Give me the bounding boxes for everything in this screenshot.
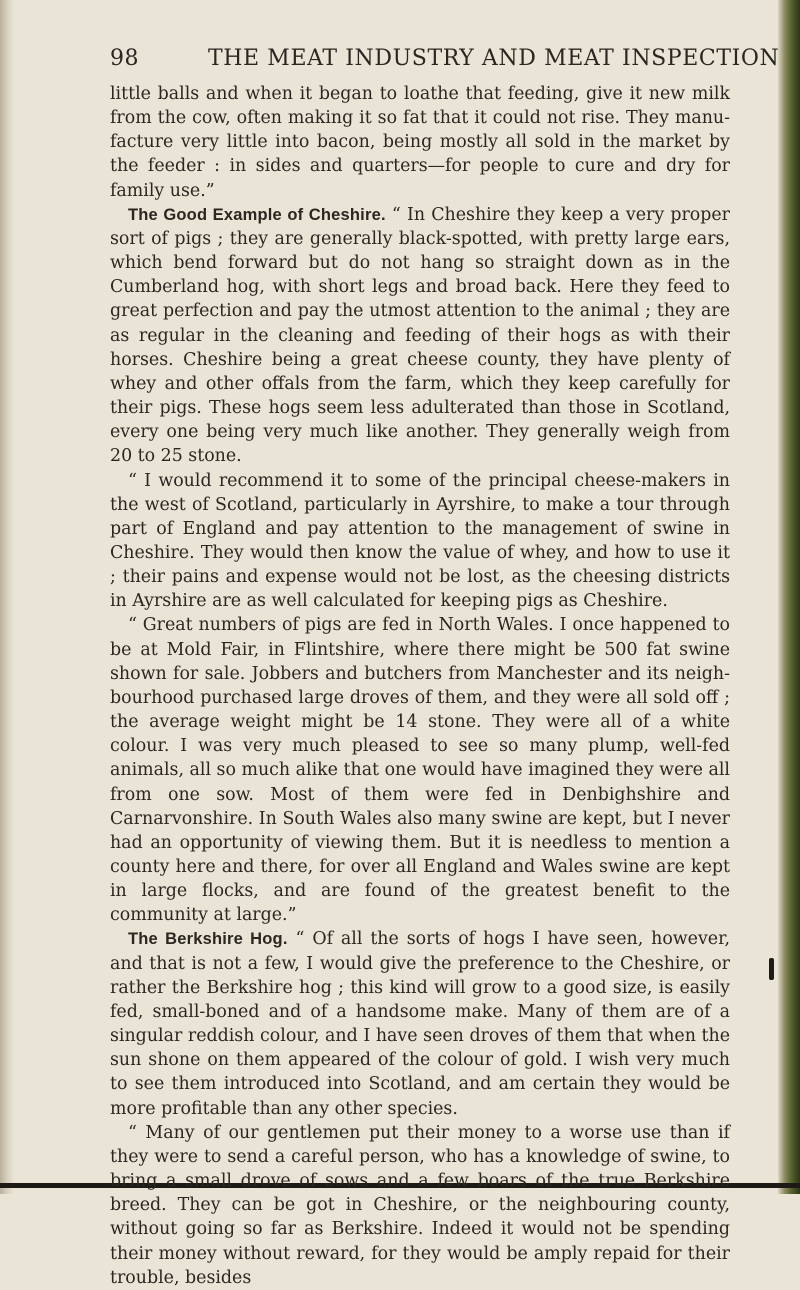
margin-mark: [769, 958, 774, 980]
book-page: [110, 46, 780, 1290]
paragraph-continued: [110, 82, 730, 203]
paragraph-berkshire: [110, 927, 730, 1120]
paragraph-gentlemen: [110, 1121, 730, 1290]
binding-shadow: [0, 0, 14, 1194]
paragraph-text: “ Many of our gentlemen put their money to a worse use than if they were to send a careful person, who has a knowledge of swine, to bring a small drove of sows and a few boars of the true Berkshire breed. They can be got in Cheshire, or the neighbouring county, without going so far as Berkshire. Indeed it would not be spending their money without reward, for they would be amply repaid for their trouble, besides: [110, 1122, 730, 1288]
paragraph-text: “ I would recommend it to some of the principal cheese-makers in the west of Scotland, particularly in Ayrshire, to make a tour through part of England and pay attention to the management of swine in Cheshire. They would then know the value of whey, and how to use it ; their pains and expense would not be lost, as the cheesing districts in Ayrshire are as well calculated for keeping pigs as Cheshire.: [110, 470, 730, 612]
section-heading-berkshire: The Berkshire Hog.: [128, 930, 288, 949]
running-head: [110, 46, 780, 76]
paragraph-text: little balls and when it began to loathe that feeding, give it new milk from the cow, often making it so fat that it could not rise. They manu-facture very little into bacon, being mostly all sold in the market by the feeder : in sides and quarters—for people to cure and dry for family use.”: [110, 84, 730, 201]
running-title: THE MEAT INDUSTRY AND MEAT INSPECTION: [208, 46, 780, 71]
page-edge-strip: [778, 0, 800, 1194]
paragraph-text: “ Great numbers of pigs are fed in North Wales. I once happened to be at Mold Fair, in Flintshire, where there might be 500 fat swine shown for sale. Jobbers and butchers from Manchester and its neigh-bourhood purchased large droves of them, and they were all sold off ; the average weight might be 14 stone. They were all of a white colour. I was very much pleased to see so many plump, well-fed animals, all so much alike that one would have imagined they were all from one sow. Most of them were fed in Denbighshire and Carnarvonshire. In South Wales also many swine are kept, but I never had an opportunity of viewing them. But it is needless to mention a county here and there, for over all England and Wales swine are kept in large flocks, and are found of the greatest benefit to the community at large.”: [110, 615, 730, 926]
body-text: [110, 82, 730, 1290]
paragraph-north-wales: [110, 613, 730, 927]
paragraph-text: “ In Cheshire they keep a very proper sort of pigs ; they are generally black-spotted, with pretty large ears, which bend forward but do not hang so straight down as in the Cumberland hog, with short legs and broad back. Here they feed to great perfection and pay the utmost attention to the animal ; they are as regular in the cleaning and feeding of their hogs as with their horses. Cheshire being a great cheese county, they have plenty of whey and other offals from the farm, which they keep carefully for their pigs. These hogs seem less adulterated than those in Scotland, every one being very much like another. They generally weigh from 20 to 25 stone.: [110, 204, 730, 467]
paragraph-ayrshire: [110, 469, 730, 614]
page-number: 98: [110, 46, 139, 71]
paragraph-text: “ Of all the sorts of hogs I have seen, however, and that is not a few, I would give the preference to the Cheshire, or rather the Berkshire hog ; this kind will grow to a good size, is easily fed, small-boned and of a handsome make. Many of them are of a singular reddish colour, and I have seen droves of them that when the sun shone on them appeared of the colour of gold. I wish very much to see them introduced into Scotland, and am certain they would be more profitable than any other species.: [110, 929, 731, 1119]
section-heading-cheshire: The Good Example of Cheshire.: [128, 205, 386, 224]
paragraph-cheshire: [110, 203, 730, 469]
